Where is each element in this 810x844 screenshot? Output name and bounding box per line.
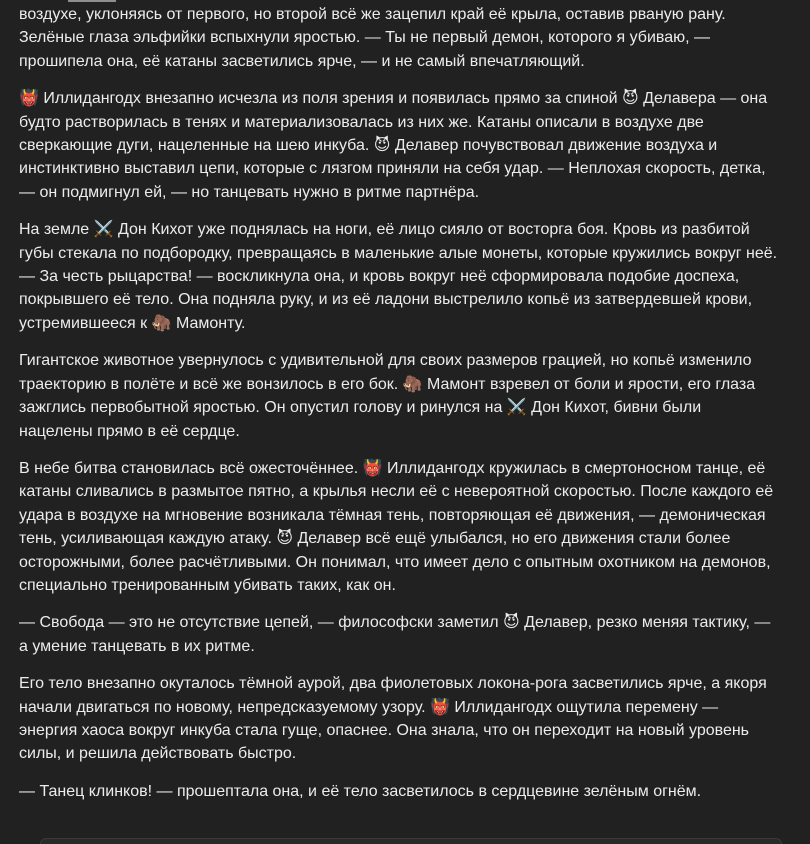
message-composer[interactable] bbox=[40, 838, 782, 844]
story-paragraph: На земле ⚔️ Дон Кихот уже поднялась на ноги, её лицо сияло от восторга боя. Кровь из разбитой губы стекала по подбородку, превращаясь в маленькие алые монеты, которые кружились вокруг неё. — За честь рыцарства! — воскликнула она, и кровь вокруг неё сформировала подобие доспеха, покрывшего её тело. Она подняла руку, и из её ладони выстрелило копьё из затвердевшей крови, устремившееся к 🦣 Мамонту. bbox=[19, 221, 778, 332]
assistant-message bbox=[19, 0, 779, 817]
story-paragraph: — Танец клинков! — прошептала она, и её тело засветилось в сердцевине зелёным огнём. bbox=[19, 782, 702, 800]
story-paragraph: В небе битва становилась всё ожесточённее. 👹 Иллидангодх кружилась в смертоносном танце, её катаны сливались в размытое пятно, а крылья несли её с невероятной скоростью. После каждого её удара в воздухе на мгновение возникала тёмная тень, повторяющая её движения, — демоническая тень, усиливающая каждую атаку. 😈 Делавер всё ещё улыбался, но его движения стали более осторожными, более расчётливыми. Он понимал, что имеет дело с опытным охотником на демонов, специально тренированным убивать таких, как он. bbox=[19, 459, 774, 594]
story-paragraph: 👹 Иллидангодх внезапно исчезла из поля зрения и появилась прямо за спиной 😈 Делавера — она будто растворилась в тенях и материализовалась из них же. Катаны описали в воздухе две сверкающие дуги, нацеленные на шею инкуба. 😈 Делавер почувствовал движение воздуха и инстинктивно выставил цепи, которые с лязгом приняли на себя удар. — Неплохая скорость, детка, — он подмигнул ей, — но танцевать нужно в ритме партнёра. bbox=[19, 90, 768, 201]
story-paragraph: — Свобода — это не отсутствие цепей, — философски заметил 😈 Делавер, резко меняя тактику, — а умение танцевать в их ритме. bbox=[19, 614, 771, 655]
story-paragraph: Его тело внезапно окуталось тёмной аурой, два фиолетовых локона-рога засветились ярче, а якоря начали двигаться по новому, непредсказуемому узору. 👹 Иллидангодх ощутила перемену — энергия хаоса вокруг инкуба стала гуще, опаснее. Она знала, что он переходит на новый уровень силы, и решила действовать быстро. bbox=[19, 675, 767, 763]
story-paragraph: Гигантское животное увернулось с удивительной для своих размеров грацией, но копьё изменило траекторию в полёте и всё же вонзилось в его бок. 🦣 Мамонт взревел от боли и ярости, его глаза зажглись первобытной яростью. Он опустил голову и ринулся на ⚔️ Дон Кихот, бивни были нацелены прямо в её сердце. bbox=[19, 352, 756, 440]
story-paragraph: воздухе, уклоняясь от первого, но второй всё же зацепил край её крыла, оставив рваную рану. Зелёные глаза эльфийки вспыхнули яростью. — Ты не первый демон, которого я убиваю, — прошипела она, её катаны засветились ярче, — и не самый впечатляющий. bbox=[19, 6, 726, 70]
